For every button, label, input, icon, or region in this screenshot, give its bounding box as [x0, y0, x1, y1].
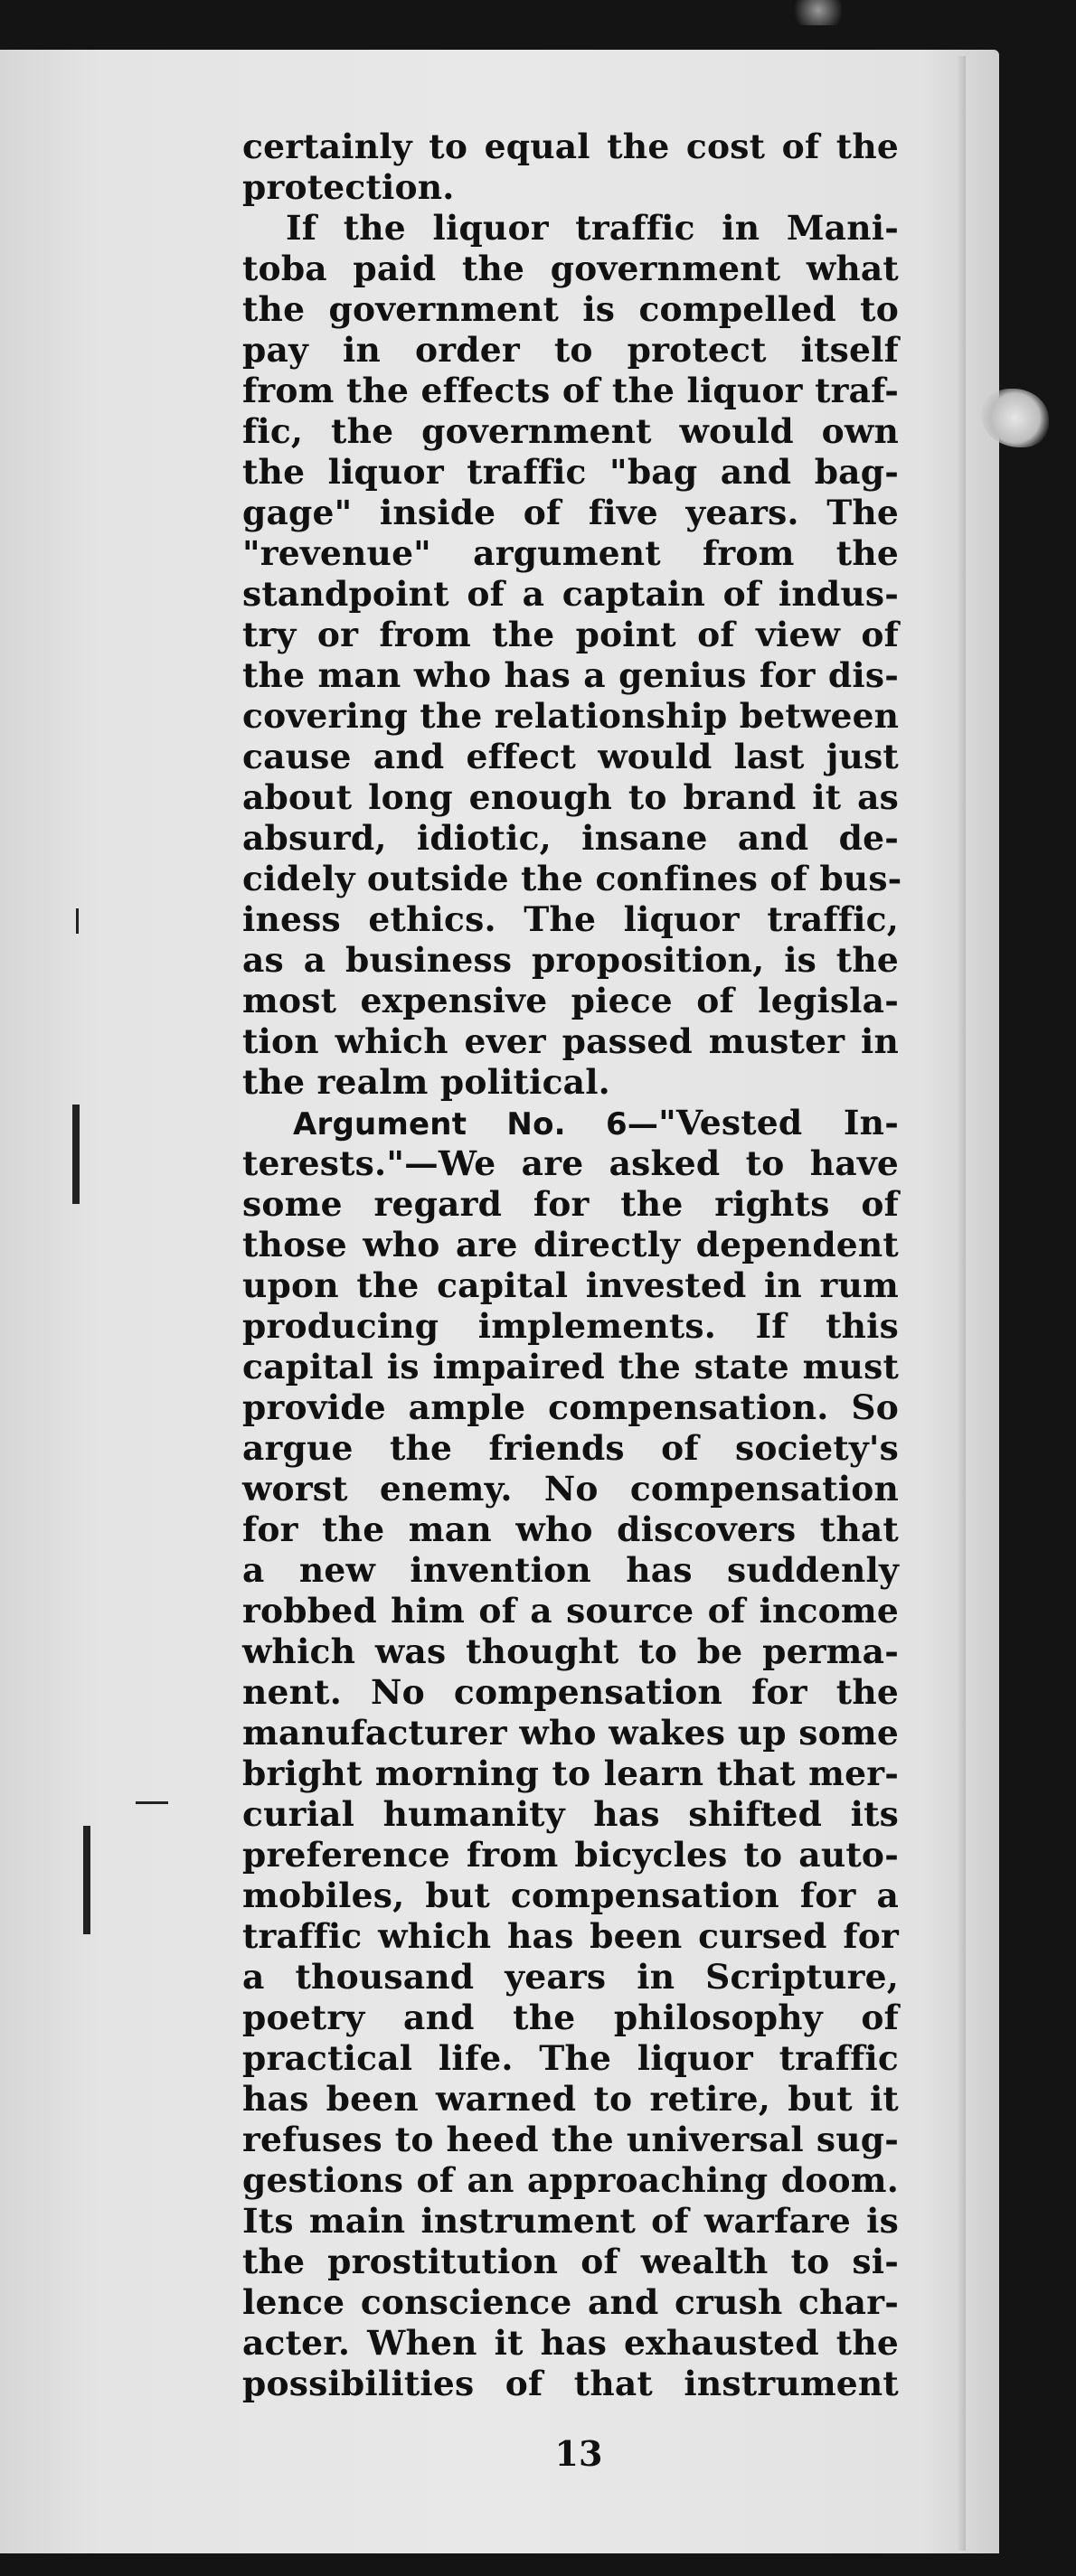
- text-line: preference from bicycles to auto-: [242, 1835, 899, 1875]
- text-line: fic, the government would own: [242, 411, 899, 451]
- text-line: terests."—We are asked to have: [242, 1143, 899, 1183]
- text-line: traffic which has been cursed for: [242, 1916, 899, 1956]
- text-line: If the liquor traffic in Mani-: [286, 208, 899, 248]
- text-line: absurd, idiotic, insane and de-: [242, 818, 899, 858]
- text-line: certainly to equal the cost of the: [242, 127, 899, 166]
- text-line: Its main instrument of warfare is: [242, 2201, 899, 2241]
- text-line: those who are directly dependent: [242, 1225, 899, 1264]
- text-line: protection.: [242, 167, 455, 207]
- text-line: the liquor traffic "bag and bag-: [242, 452, 899, 492]
- text-line: toba paid the government what: [242, 249, 899, 288]
- margin-mark: [83, 1826, 90, 1934]
- scan-speck: [787, 0, 850, 25]
- text-line: refuses to heed the universal sug-: [242, 2120, 899, 2159]
- text-line: standpoint of a captain of indus-: [242, 574, 899, 614]
- text-line: gestions of an approaching doom.: [242, 2160, 899, 2200]
- text-line: a thousand years in Scripture,: [242, 1957, 899, 1997]
- text-line: [242, 1103, 899, 1143]
- text-line: upon the capital invested in rum: [242, 1265, 899, 1305]
- text-line: worst enemy. No compensation: [242, 1469, 899, 1509]
- text-line: pay in order to protect itself: [242, 330, 899, 370]
- margin-mark: [76, 908, 79, 934]
- text-line: curial humanity has shifted its: [242, 1794, 899, 1834]
- text-line: nent. No compensation for the: [242, 1672, 899, 1712]
- text-line: from the effects of the liquor traf-: [242, 371, 899, 410]
- text-line: producing implements. If this: [242, 1306, 899, 1346]
- text-line: cidely outside the confines of bus-: [242, 859, 902, 898]
- text-line: for the man who discovers that: [242, 1509, 899, 1549]
- text-line: the realm political.: [242, 1062, 610, 1102]
- heading-rest: "Vested In-: [658, 1103, 899, 1142]
- text-line: about long enough to brand it as: [242, 777, 899, 817]
- text-line: "revenue" argument from the: [242, 533, 899, 573]
- text-line: most expensive piece of legisla-: [242, 981, 899, 1020]
- text-line: as a business proposition, is the: [242, 940, 899, 980]
- text-line: acter. When it has exhausted the: [242, 2323, 899, 2363]
- text-line: bright morning to learn that mer-: [242, 1753, 899, 1793]
- text-line: covering the relationship between: [242, 696, 900, 736]
- text-line: robbed him of a source of income: [242, 1591, 899, 1631]
- text-line: the man who has a genius for dis-: [242, 655, 899, 695]
- text-line: manufacturer who wakes up some: [242, 1713, 899, 1753]
- text-line: lence conscience and crush char-: [242, 2282, 899, 2322]
- text-line: provide ample compensation. So: [242, 1387, 899, 1427]
- text-line: practical life. The liquor traffic: [242, 2038, 899, 2078]
- text-line: possibilities of that instrument: [242, 2364, 899, 2403]
- text-line: has been warned to retire, but it: [242, 2079, 899, 2119]
- margin-mark: [72, 1105, 80, 1204]
- margin-mark: [136, 1801, 168, 1804]
- text-line: try or from the point of view of: [242, 615, 899, 654]
- text-line: the government is compelled to: [242, 289, 899, 329]
- text-line: poetry and the philosophy of: [242, 1998, 899, 2037]
- text-line: which was thought to be perma-: [242, 1631, 899, 1671]
- text-line: a new invention has suddenly: [242, 1550, 899, 1590]
- text-line: some regard for the rights of: [242, 1184, 899, 1224]
- text-line: iness ethics. The liquor traffic,: [242, 899, 899, 939]
- text-line: gage" inside of five years. The: [242, 493, 899, 532]
- text-line: the prostitution of wealth to si-: [242, 2242, 899, 2281]
- text-line: cause and effect would last just: [242, 737, 899, 776]
- argument-heading: Argument No. 6—: [293, 1106, 659, 1142]
- text-column: [242, 127, 902, 2404]
- page-number: 13: [554, 2433, 603, 2474]
- text-line: argue the friends of society's: [242, 1428, 899, 1468]
- page-edge-shadow: [957, 56, 966, 2551]
- text-line: capital is impaired the state must: [242, 1347, 899, 1387]
- text-line: tion which ever passed muster in: [242, 1021, 899, 1061]
- text-line: mobiles, but compensation for a: [242, 1876, 899, 1915]
